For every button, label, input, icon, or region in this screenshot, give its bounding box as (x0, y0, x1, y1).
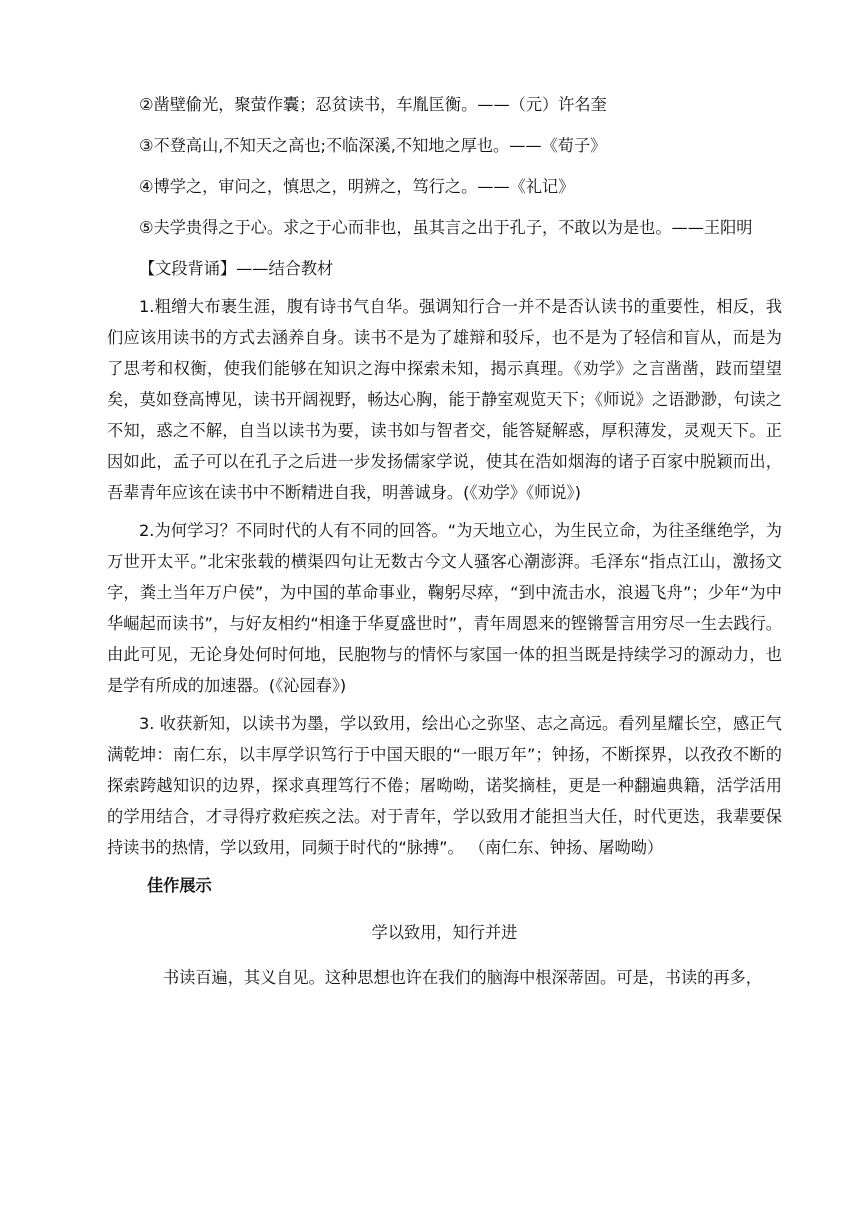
essay-title: 学以致用，知行并进 (371, 923, 518, 942)
quote-item: ②凿壁偷光，聚萤作囊；忍贫读书，车胤匡衡。——（元）许名奎 (139, 95, 607, 114)
recitation-paragraph: 1.粗缯大布裹生涯，腹有诗书气自华。强调知行合一并不是否认读书的重要性，相反，我们应该用读书的方式去涵养自身。读书不是为了雄辩和驳斥，也不是为了轻信和盲从，而是为了思考和权衡，使我们能够在知识之海中探索未知，揭示真理。《劝学》之言凿凿，跂而望望矣，莫如登高博见，读书开阔视野，畅达心胸，能于静室观览天下；《师说》之语渺渺，句读之不知，惑之不解，自当以读书为要，读书如与智者交，能答疑解惑，厚积薄发，灵观天下。正因如此，孟子可以在孔子之后进一步发扬儒家学说，使其在浩如烟海的诸子百家中脱颖而出，吾辈青年应该在读书中不断精进自我，明善诚身。(《劝学》《师说》) (107, 297, 782, 502)
recitation-paragraph: 3. 收获新知，以读书为墨，学以致用，绘出心之弥坚、志之高远。看列星耀长空，感正气满乾坤：南仁东，以丰厚学识笃行于中国天眼的“一眼万年”；钟扬，不断探界，以孜孜不断的探索跨越知识的边界，探求真理笃行不倦；屠呦呦，诺奖摘桂，更是一种翻遍典籍，活学活用的学用结合，才寻得疗救疟疾之法。对于青年，学以致用才能担当大任，时代更迭，我辈要保持读书的热情，学以致用，同频于时代的“脉搏”。 （南仁东、钟扬、屠呦呦） (107, 714, 782, 857)
section-heading: 【文段背诵】——结合教材 (139, 259, 334, 278)
quote-item: ⑤夫学贵得之于心。求之于心而非也，虽其言之出于孔子，不敢以为是也。——王阳明 (139, 218, 753, 237)
quote-item: ③不登高山,不知天之高也;不临深溪,不知地之厚也。——《荀子》 (139, 136, 607, 155)
essay-paragraph: 书读百遍，其义自见。这种思想也许在我们的脑海中根深蒂固。可是，书读的再多， (163, 968, 762, 987)
recitation-paragraph: 2.为何学习？不同时代的人有不同的回答。“为天地立心，为生民立命，为往圣继绝学，为万世开太平。”北宋张载的横渠四句让无数古今文人骚客心潮澎湃。毛泽东“指点江山，激扬文字，粪土当年万户侯”，为中国的革命事业，鞠躬尽瘁，“到中流击水，浪遏飞舟”；少年“为中华崛起而读书”，与好友相约“相逢于华夏盛世时”，青年周恩来的铿锵誓言用穷尽一生去践行。由此可见，无论身处何时何地，民胞物与的情怀与家国一体的担当既是持续学习的源动力，也是学有所成的加速器。(《沁园春》) (107, 521, 782, 695)
showcase-heading: 佳作展示 (147, 876, 212, 895)
quote-item: ④博学之，审问之，慎思之，明辨之，笃行之。——《礼记》 (139, 177, 575, 196)
